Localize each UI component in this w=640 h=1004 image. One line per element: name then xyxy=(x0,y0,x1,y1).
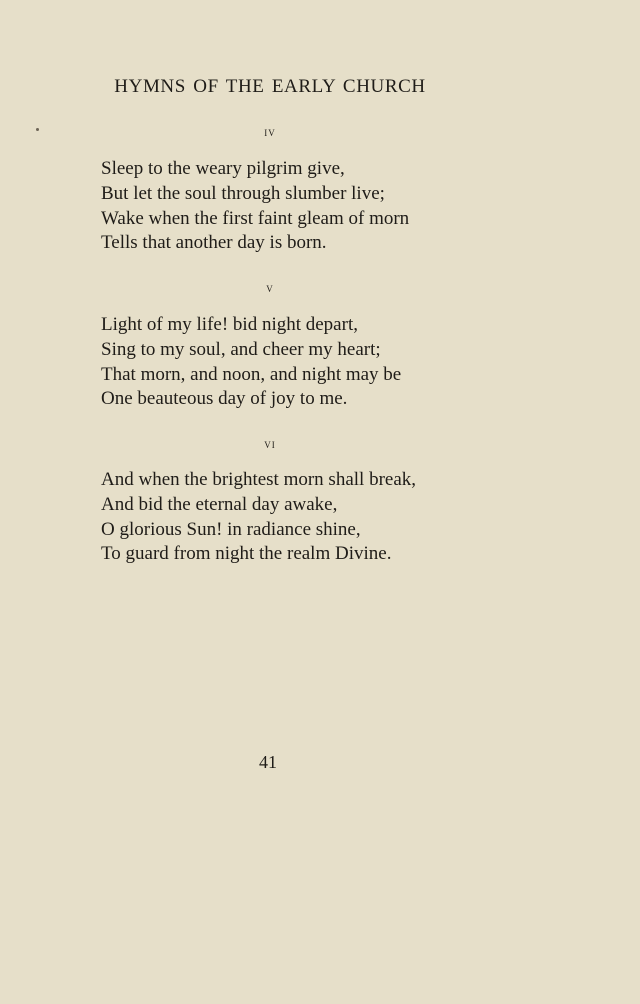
stanza-v xyxy=(101,313,521,412)
stanza-line: And when the brightest morn shall break, xyxy=(101,469,417,490)
stanza-line: O glorious Sun! in radiance shine, xyxy=(101,518,361,540)
stanza-vi xyxy=(101,468,521,567)
stanza-line: Sleep to the weary pilgrim give, xyxy=(101,158,345,179)
stanza-line: Sing to my soul, and cheer my heart; xyxy=(101,338,381,360)
stanza-iv xyxy=(101,157,521,256)
stanza-line: One beauteous day of joy to me. xyxy=(101,388,348,410)
stanza-number-vi: vi xyxy=(264,436,276,451)
stanza-number-v: v xyxy=(266,280,274,295)
stanza-line: Wake when the first faint gleam of morn xyxy=(101,207,410,229)
stanza-line: Tells that another day is born. xyxy=(101,232,327,254)
stanza-line: Light of my life! bid night depart, xyxy=(101,314,358,335)
stanza-line: To guard from night the realm Divine. xyxy=(101,543,392,565)
page-number: 41 xyxy=(259,752,277,772)
stanza-line: But let the soul through slumber live; xyxy=(101,182,385,204)
stanza-line: And bid the eternal day awake, xyxy=(101,493,338,515)
stanza-line: That morn, and noon, and night may be xyxy=(101,363,402,385)
running-head: HYMNS OF THE EARLY CHURCH xyxy=(114,76,426,97)
stanza-number-iv: iv xyxy=(264,124,276,139)
